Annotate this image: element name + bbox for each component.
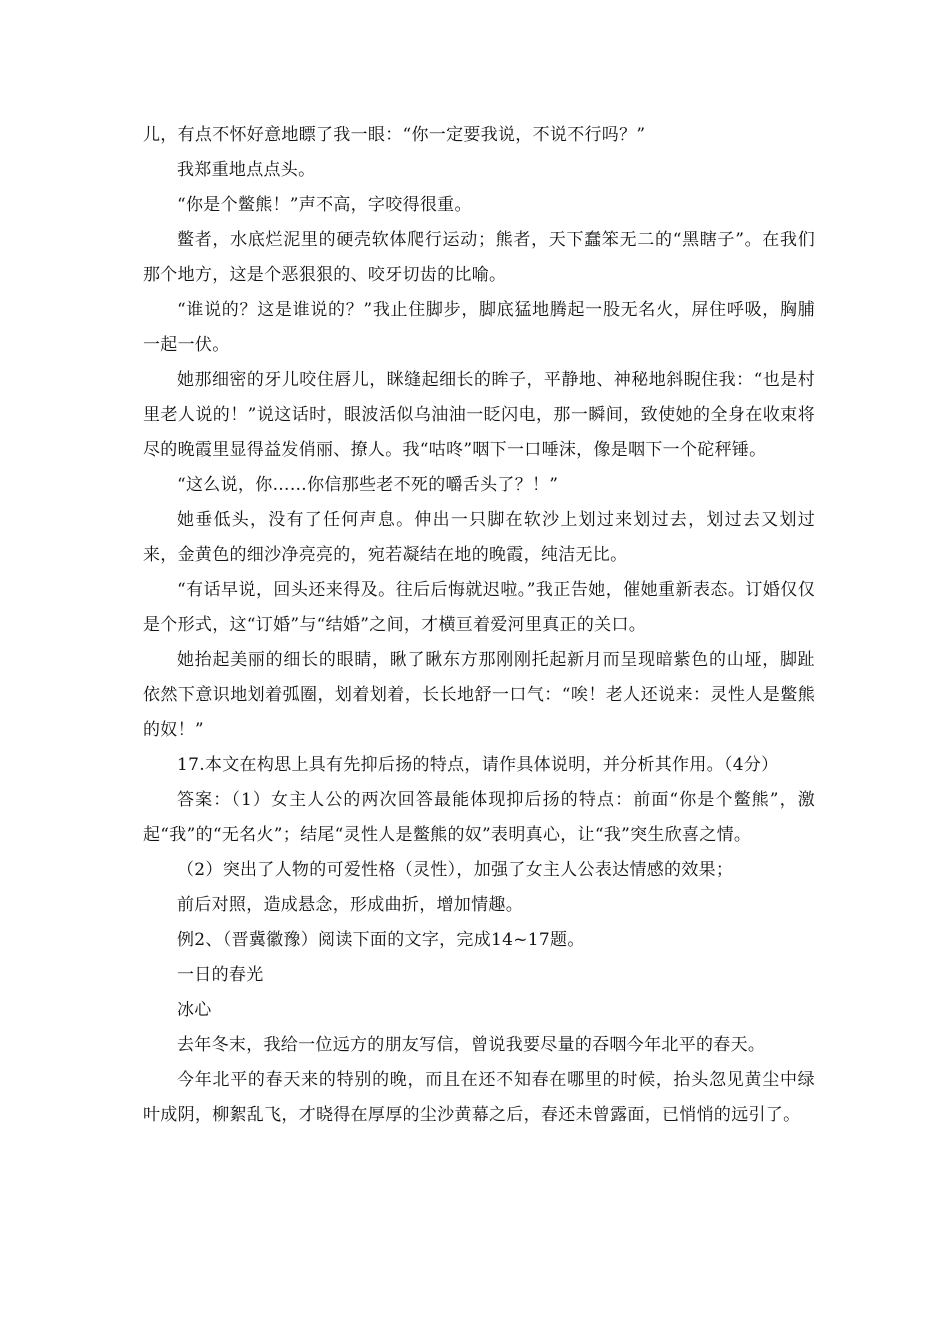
essay-paragraph-2: 今年北平的春天来的特别的晚，而且在还不知春在哪里的时候，抬头忽见黄尘中绿叶成阴，柳絮乱飞，才晓得在厚厚的尘沙黄幕之后，春还未曾露面，已悄悄的远引了。: [143, 1070, 815, 1125]
paragraph-6: “这么说，你……你信那些老不死的嚼舌头了？！”: [177, 475, 559, 495]
question-17: 17.本文在构思上具有先抑后扬的特点，请作具体说明，并分析其作用。（4分）: [177, 755, 779, 775]
paragraph-8: “有话早说，回头还来得及。往后后悔就迟啦。”我正告她，催她重新表态。订婚仅仅是个形式，这“订婚”与“结婚”之间，才横亘着爱河里真正的关口。: [143, 580, 815, 635]
paragraph-4: “谁说的？这是谁说的？”我止住脚步，脚底猛地腾起一股无名火，屏住呼吸，胸脯一起一伏。: [143, 300, 815, 355]
paragraph-3: 鳖者，水底烂泥里的硬壳软体爬行运动；熊者，天下蠢笨无二的“黑瞎子”。在我们那个地方，这是个恶狠狠的、咬牙切齿的比喻。: [143, 230, 815, 285]
paragraph-9: 她抬起美丽的细长的眼睛，瞅了瞅东方那刚刚托起新月而呈现暗紫色的山垭，脚趾依然下意识地划着弧圈，划着划着，长长地舒一口气：“唉！老人还说来：灵性人是鳖熊的奴！”: [143, 650, 815, 740]
paragraph-0: 儿，有点不怀好意地瞟了我一眼：“你一定要我说，不说不行吗？”: [143, 125, 646, 145]
document-page: [143, 118, 815, 1133]
example-2-heading: 例2、（晋冀徽豫）阅读下面的文字，完成14~17题。: [177, 930, 585, 950]
essay-paragraph-1: 去年冬末，我给一位远方的朋友写信，曾说我要尽量的吞咽今年北平的春天。: [177, 1035, 766, 1055]
paragraph-1: 我郑重地点点头。: [177, 160, 316, 180]
essay-title: 一日的春光: [177, 965, 264, 985]
answer-part-3: 前后对照，造成悬念，形成曲折，增加情趣。: [177, 895, 523, 915]
essay-author: 冰心: [177, 1000, 212, 1020]
paragraph-5: 她那细密的牙儿咬住唇儿，眯缝起细长的眸子，平静地、神秘地斜睨住我：“也是村里老人说的！”说这话时，眼波活似乌油油一眨闪电，那一瞬间，致使她的全身在收束将尽的晚霞里显得益发俏丽、撩人。我“咕咚”咽下一口唾沫，像是咽下一个砣秤锤。: [143, 370, 815, 460]
paragraph-2: “你是个鳖熊！”声不高，字咬得很重。: [177, 195, 472, 215]
answer-part-2: （2）突出了人物的可爱性格（灵性），加强了女主人公表达情感的效果；: [177, 860, 734, 880]
paragraph-7: 她垂低头，没有了任何声息。伸出一只脚在软沙上划过来划过去，划过去又划过来，金黄色的细沙净亮亮的，宛若凝结在地的晚霞，纯洁无比。: [143, 510, 815, 565]
answer-part-1: 答案：（1）女主人公的两次回答最能体现抑后扬的特点：前面“你是个鳖熊”，激起“我”的“无名火”；结尾“灵性人是鳖熊的奴”表明真心，让“我”突生欣喜之情。: [143, 790, 815, 845]
